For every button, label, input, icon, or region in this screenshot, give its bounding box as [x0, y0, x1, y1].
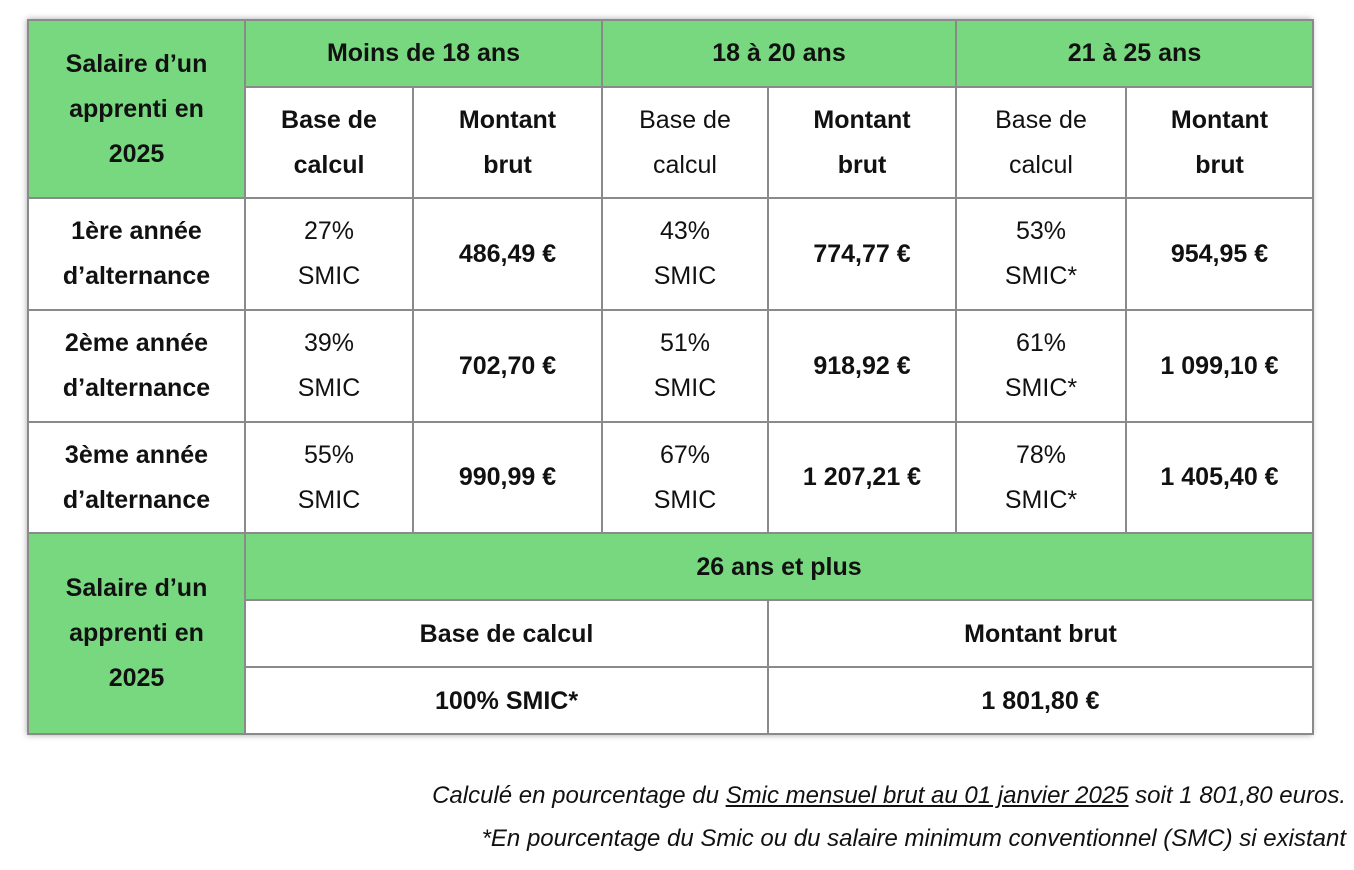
subheader-montant: Montant brut [768, 600, 1313, 667]
subheader-base: Base de calcul [245, 87, 413, 198]
subheader-montant: Montant brut [413, 87, 602, 198]
table-row [28, 422, 1313, 533]
subheader-montant: Montant brut [1126, 87, 1313, 198]
subheader-base: Base de calcul [956, 87, 1126, 198]
cell-base: 39% SMIC [245, 310, 413, 422]
cell-montant: 1 207,21 € [768, 422, 956, 533]
group-header: Moins de 18 ans [245, 20, 602, 87]
cell-base: 53% SMIC* [956, 198, 1126, 310]
footnote-text: Calculé en pourcentage du [432, 782, 726, 809]
cell-montant: 702,70 € [413, 310, 602, 422]
salary-table-26-plus [27, 532, 1314, 735]
salary-table-under-26 [27, 19, 1314, 534]
table-row [28, 310, 1313, 422]
cell-montant: 486,49 € [413, 198, 602, 310]
corner-header: Salaire d’un apprenti en 2025 [28, 533, 245, 734]
cell-montant: 918,92 € [768, 310, 956, 422]
subheader-base: Base de calcul [602, 87, 768, 198]
subheader-base: Base de calcul [245, 600, 768, 667]
smic-link[interactable]: Smic mensuel brut au 01 janvier 2025 [725, 782, 1129, 809]
subheader-montant: Montant brut [768, 87, 956, 198]
cell-montant: 990,99 € [413, 422, 602, 533]
row-label: 1ère année d’alternance [28, 198, 245, 310]
cell-montant: 1 801,80 € [768, 667, 1313, 734]
row-label: 3ème année d’alternance [28, 422, 245, 533]
table-row [28, 198, 1313, 310]
cell-montant: 1 405,40 € [1126, 422, 1313, 533]
cell-base: 61% SMIC* [956, 310, 1126, 422]
group-header: 26 ans et plus [245, 533, 1313, 600]
cell-base: 51% SMIC [602, 310, 768, 422]
corner-header: Salaire d’un apprenti en 2025 [28, 20, 245, 198]
cell-base: 100% SMIC* [245, 667, 768, 734]
footnote-2: *En pourcentage du Smic ou du salaire minimum conventionnel (SMC) si existant [481, 825, 1346, 852]
cell-montant: 1 099,10 € [1126, 310, 1313, 422]
cell-base: 43% SMIC [602, 198, 768, 310]
group-header: 18 à 20 ans [602, 20, 956, 87]
cell-montant: 774,77 € [768, 198, 956, 310]
footnote-1 [432, 782, 1346, 810]
row-label: 2ème année d’alternance [28, 310, 245, 422]
cell-base: 55% SMIC [245, 422, 413, 533]
footnote-text: soit 1 801,80 euros. [1128, 782, 1346, 809]
cell-base: 27% SMIC [245, 198, 413, 310]
cell-base: 78% SMIC* [956, 422, 1126, 533]
group-header: 21 à 25 ans [956, 20, 1313, 87]
salary-tables [27, 19, 1312, 735]
cell-base: 67% SMIC [602, 422, 768, 533]
cell-montant: 954,95 € [1126, 198, 1313, 310]
